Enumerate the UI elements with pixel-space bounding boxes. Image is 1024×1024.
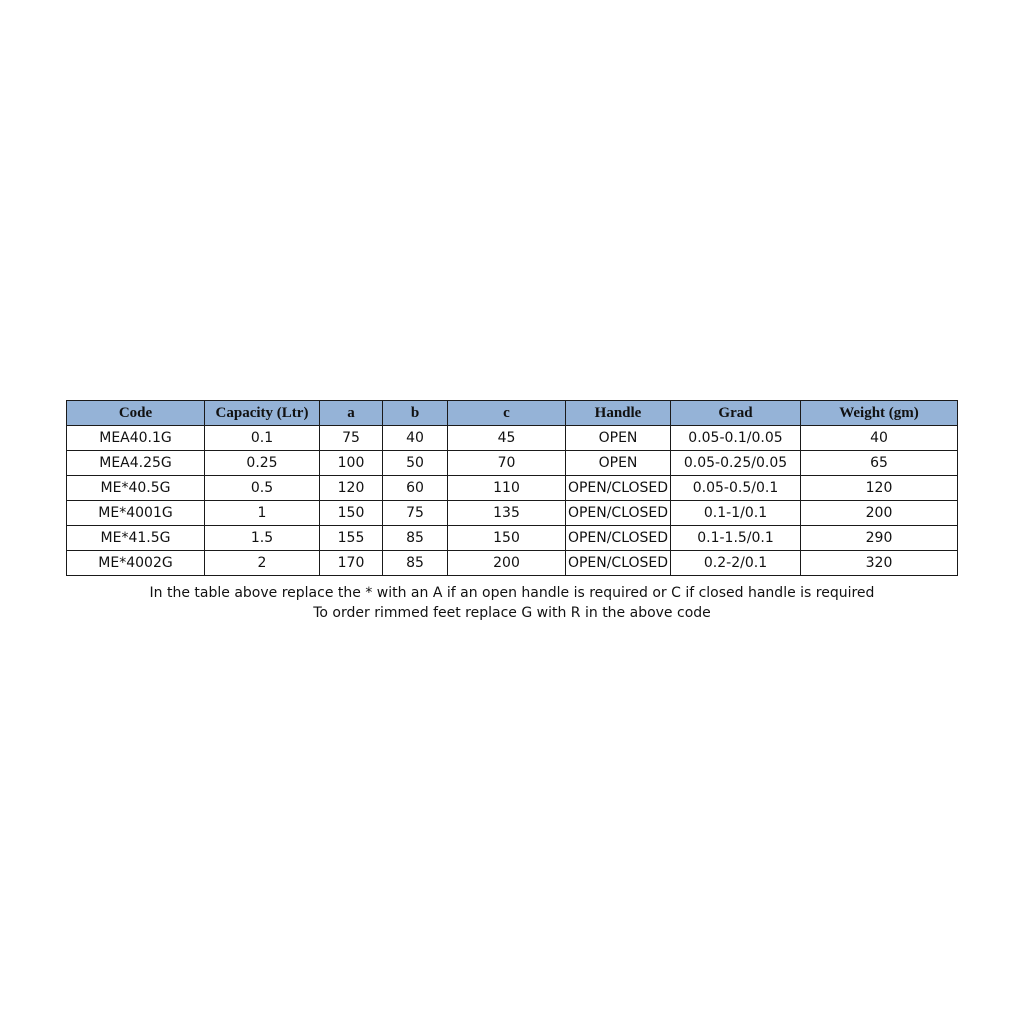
table-row bbox=[67, 451, 958, 476]
cell-capacity: 2 bbox=[205, 551, 320, 576]
cell-c: 135 bbox=[448, 501, 566, 526]
cell-handle: OPEN/CLOSED bbox=[566, 526, 671, 551]
table-row bbox=[67, 426, 958, 451]
cell-code: ME*4001G bbox=[67, 501, 205, 526]
cell-weight: 320 bbox=[801, 551, 958, 576]
cell-capacity: 0.25 bbox=[205, 451, 320, 476]
table-notes bbox=[66, 583, 958, 623]
header-weight: Weight (gm) bbox=[801, 401, 958, 426]
cell-capacity: 0.1 bbox=[205, 426, 320, 451]
cell-a: 150 bbox=[320, 501, 383, 526]
cell-handle: OPEN/CLOSED bbox=[566, 501, 671, 526]
cell-weight: 290 bbox=[801, 526, 958, 551]
header-handle: Handle bbox=[566, 401, 671, 426]
table-row bbox=[67, 551, 958, 576]
cell-capacity: 1 bbox=[205, 501, 320, 526]
spec-table bbox=[66, 400, 958, 576]
cell-a: 75 bbox=[320, 426, 383, 451]
cell-a: 100 bbox=[320, 451, 383, 476]
cell-b: 40 bbox=[383, 426, 448, 451]
cell-capacity: 1.5 bbox=[205, 526, 320, 551]
cell-b: 75 bbox=[383, 501, 448, 526]
cell-grad: 0.05-0.5/0.1 bbox=[671, 476, 801, 501]
cell-grad: 0.05-0.25/0.05 bbox=[671, 451, 801, 476]
cell-a: 120 bbox=[320, 476, 383, 501]
cell-code: MEA4.25G bbox=[67, 451, 205, 476]
cell-weight: 120 bbox=[801, 476, 958, 501]
cell-b: 50 bbox=[383, 451, 448, 476]
cell-b: 60 bbox=[383, 476, 448, 501]
cell-a: 170 bbox=[320, 551, 383, 576]
cell-code: ME*41.5G bbox=[67, 526, 205, 551]
cell-code: ME*4002G bbox=[67, 551, 205, 576]
table-row bbox=[67, 501, 958, 526]
spec-table-container bbox=[66, 400, 958, 576]
note-rimmed-feet: To order rimmed feet replace G with R in the above code bbox=[313, 605, 711, 621]
header-row bbox=[67, 401, 958, 426]
cell-capacity: 0.5 bbox=[205, 476, 320, 501]
cell-weight: 65 bbox=[801, 451, 958, 476]
cell-c: 150 bbox=[448, 526, 566, 551]
cell-b: 85 bbox=[383, 526, 448, 551]
cell-c: 110 bbox=[448, 476, 566, 501]
cell-handle: OPEN bbox=[566, 426, 671, 451]
cell-handle: OPEN/CLOSED bbox=[566, 551, 671, 576]
cell-weight: 40 bbox=[801, 426, 958, 451]
header-capacity: Capacity (Ltr) bbox=[205, 401, 320, 426]
cell-handle: OPEN/CLOSED bbox=[566, 476, 671, 501]
header-grad: Grad bbox=[671, 401, 801, 426]
cell-c: 70 bbox=[448, 451, 566, 476]
header-code: Code bbox=[67, 401, 205, 426]
cell-a: 155 bbox=[320, 526, 383, 551]
note-handle-replacement: In the table above replace the * with an A if an open handle is required or C if closed handle is required bbox=[149, 585, 875, 601]
cell-code: MEA40.1G bbox=[67, 426, 205, 451]
cell-c: 200 bbox=[448, 551, 566, 576]
cell-grad: 0.05-0.1/0.05 bbox=[671, 426, 801, 451]
cell-code: ME*40.5G bbox=[67, 476, 205, 501]
cell-handle: OPEN bbox=[566, 451, 671, 476]
header-b: b bbox=[383, 401, 448, 426]
cell-c: 45 bbox=[448, 426, 566, 451]
table-row bbox=[67, 526, 958, 551]
table-row bbox=[67, 476, 958, 501]
cell-b: 85 bbox=[383, 551, 448, 576]
header-c: c bbox=[448, 401, 566, 426]
cell-grad: 0.1-1.5/0.1 bbox=[671, 526, 801, 551]
cell-grad: 0.2-2/0.1 bbox=[671, 551, 801, 576]
header-a: a bbox=[320, 401, 383, 426]
cell-grad: 0.1-1/0.1 bbox=[671, 501, 801, 526]
cell-weight: 200 bbox=[801, 501, 958, 526]
